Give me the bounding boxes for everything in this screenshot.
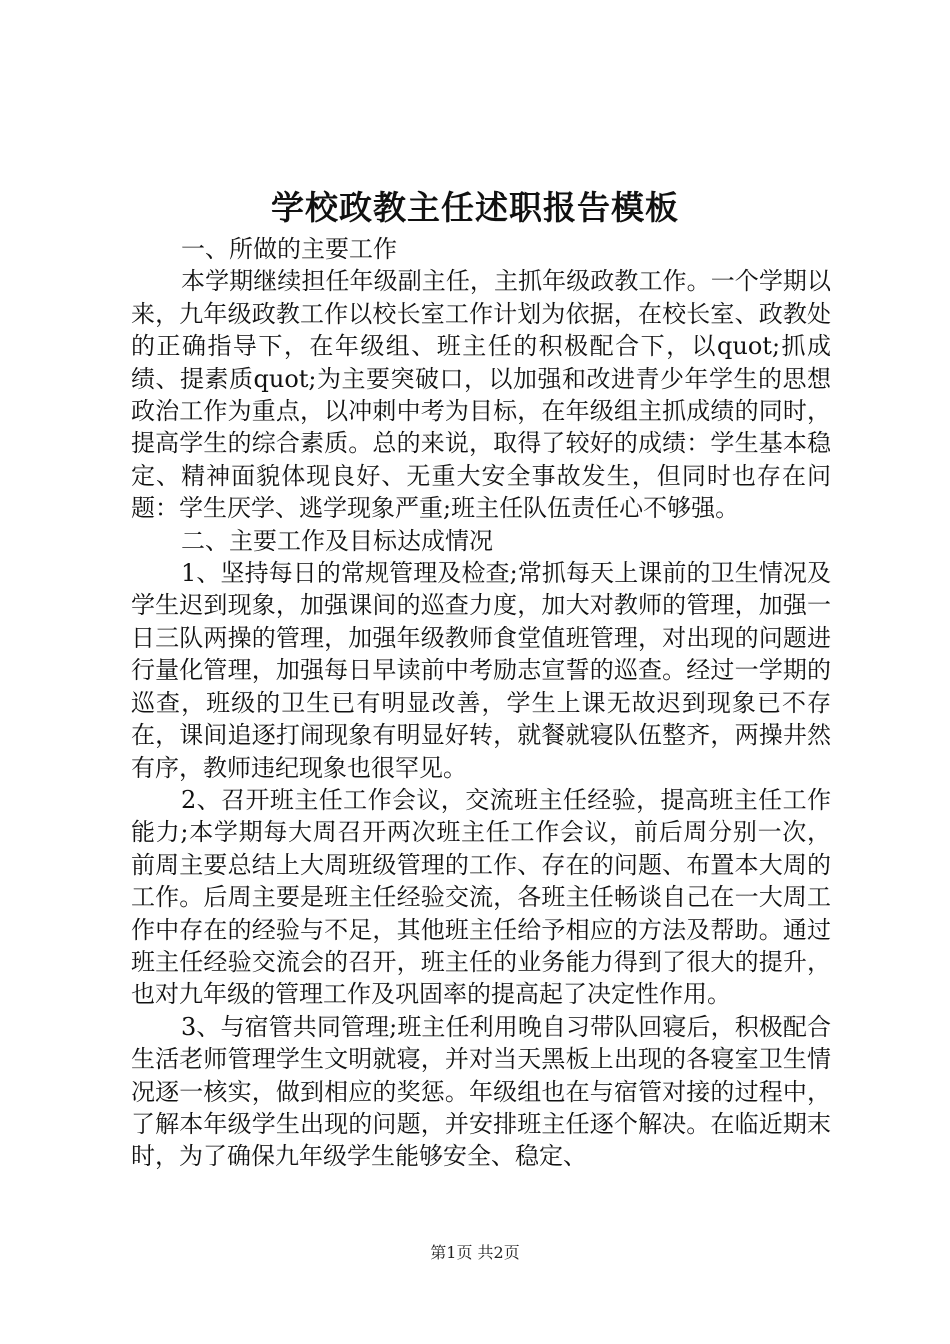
- paragraph-3: 2、召开班主任工作会议，交流班主任经验，提高班主任工作能力;本学期每大周召开两次班主任工作会议，前后周分别一次，前周主要总结上大周班级管理的工作、存在的问题、布置本大周的工作。后周主要是班主任经验交流，各班主任畅谈自己在一大周工作中存在的经验与不足，其他班主任给予相应的方法及帮助。通过班主任经验交流会的召开，班主任的业务能力得到了很大的提升，也对九年级的管理工作及巩固率的提高起了决定性作用。: [131, 785, 831, 1009]
- section-heading-1: 一、所做的主要工作: [181, 235, 397, 263]
- document-title: 学校政教主任述职报告模板: [271, 188, 679, 227]
- paragraph-1: 本学期继续担任年级副主任，主抓年级政教工作。一个学期以来，九年级政教工作以校长室工作计划为依据，在校长室、政教处的正确指导下，在年级组、班主任的积极配合下，以quot;抓成绩、提素质quot;为主要突破口，以加强和改进青少年学生的思想政治工作为重点，以冲刺中考为目标，在年级组主抓成绩的同时，提高学生的综合素质。总的来说，取得了较好的成绩：学生基本稳定、精神面貌体现良好、无重大安全事故发生，但同时也存在问题：学生厌学、逃学现象严重;班主任队伍责任心不够强。: [131, 267, 831, 523]
- document-body: [131, 233, 831, 1173]
- paragraph-2: 1、坚持每日的常规管理及检查;常抓每天上课前的卫生情况及学生迟到现象，加强课间的巡查力度，加大对教师的管理，加强一日三队两操的管理，加强年级教师食堂值班管理，对出现的问题进行量化管理，加强每日早读前中考励志宣誓的巡查。经过一学期的巡查，班级的卫生已有明显改善，学生上课无故迟到现象已不存在，课间追逐打闹现象有明显好转，就餐就寝队伍整齐，两操井然有序，教师违纪现象也很罕见。: [131, 559, 831, 782]
- page-footer: 第1页 共2页: [430, 1243, 520, 1262]
- section-heading-2: 二、主要工作及目标达成情况: [181, 526, 493, 555]
- paragraph-4: 3、与宿管共同管理;班主任利用晚自习带队回寝后，积极配合生活老师管理学生文明就寝，并对当天黑板上出现的各寝室卫生情况逐一核实，做到相应的奖惩。年级组也在与宿管对接的过程中，了解本年级学生出现的问题，并安排班主任逐个解决。在临近期末时，为了确保九年级学生能够安全、稳定、: [131, 1012, 831, 1171]
